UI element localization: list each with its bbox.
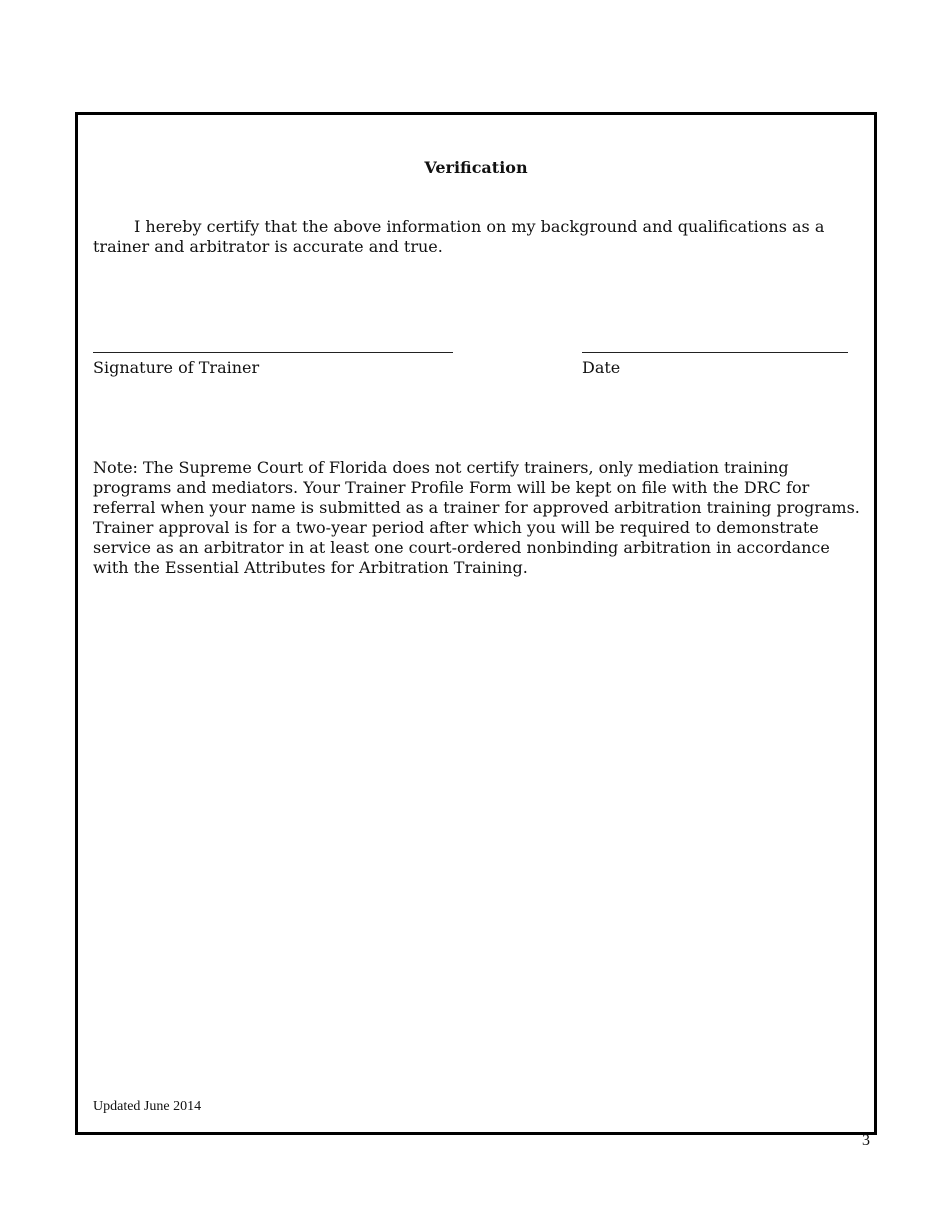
page-number: 3 — [862, 1132, 870, 1149]
date-label: Date — [582, 358, 621, 377]
certification-statement: I hereby certify that the above information on my background and qualifications as a trainer and arbitrator is accurate and true. — [93, 217, 825, 256]
page-title: Verification — [424, 158, 528, 177]
form-border — [75, 112, 877, 1135]
updated-footer: Updated June 2014 — [93, 1099, 202, 1114]
signature-line[interactable] — [93, 352, 453, 353]
note-paragraph: Note: The Supreme Court of Florida does not certify trainers, only mediation training programs and mediators. Your Trainer Profile Form will be kept on file with the DRC for referral when your name is submitted as a trainer for approved arbitration training programs. Trainer approval is for a two-year period after which you will be required to demonstrate service as an arbitrator in at least one court-ordered nonbinding arbitration in accordance with the Essential Attributes for Arbitration Training. — [93, 458, 860, 577]
date-line[interactable] — [582, 352, 848, 353]
signature-label: Signature of Trainer — [93, 358, 260, 377]
